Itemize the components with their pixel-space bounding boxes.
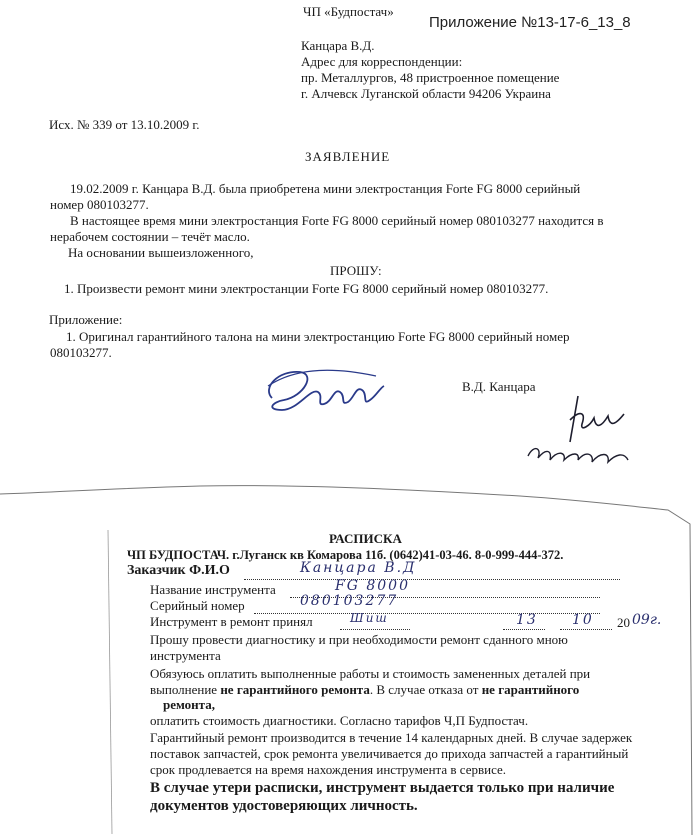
warranty-line-3: срок продлевается на время нахождения инструмента в сервисе. — [150, 762, 507, 777]
accepted-year-prefix: 20 — [617, 615, 630, 630]
accepted-month: 10 — [572, 612, 594, 628]
serial-value: 080103277 — [300, 593, 399, 609]
tool-label: Название инструмента — [150, 582, 276, 597]
outgoing-number: Исх. № 339 от 13.10.2009 г. — [49, 117, 200, 132]
payment-line-1: Обязуюсь оплатить выполненные работы и стоимость замененных деталей при — [150, 666, 591, 681]
request-title: ПРОШУ: — [330, 263, 382, 278]
attachment-item: 1. Оригинал гарантийного талона на мини электростанцию Forte FG 8000 серийный номер 080103277. — [50, 329, 570, 360]
accepted-signature: Шиш — [350, 611, 389, 625]
addressee-name: Канцара В.Д. — [301, 38, 375, 53]
tool-value: FG 8000 — [335, 578, 410, 594]
customer-label: Заказчик Ф.И.О — [127, 563, 230, 578]
company-name: ЧП «Будпостач» — [303, 4, 394, 19]
request-item: 1. Произвести ремонт мини электростанции Forte FG 8000 серийный номер 080103277. — [64, 281, 549, 296]
statement-paragraph-3: На основании вышеизложенного, — [68, 245, 254, 260]
attachment-label: Приложение: — [49, 312, 123, 327]
loss-notice-line-1: В случае утери расписки, инструмент выдается только при наличие — [150, 780, 615, 796]
diagnostics-line-2: инструмента — [150, 648, 221, 663]
warranty-line-1: Гарантийный ремонт производится в течение 14 календарных дней. В случае задержек — [150, 730, 633, 745]
statement-title: ЗАЯВЛЕНИЕ — [305, 149, 391, 164]
loss-notice-line-2: документов удостоверяющих личность. — [150, 798, 418, 814]
customer-underline — [244, 579, 620, 580]
payment-line-2: выполнение не гарантийного ремонта. В случае отказа от не гарантийного — [150, 682, 580, 697]
address-label: Адрес для корреспонденции: — [301, 54, 463, 69]
address-line-2: г. Алчевск Луганской области 94206 Украина — [301, 86, 551, 101]
receiver-signature — [520, 390, 650, 470]
receipt-title: РАСПИСКА — [329, 531, 402, 546]
applicant-signature — [258, 358, 388, 418]
serial-label: Серийный номер — [150, 598, 245, 613]
day-underline — [503, 629, 545, 630]
month-underline — [560, 629, 612, 630]
statement-paragraph-1: 19.02.2009 г. Канцара В.Д. была приобретена мини электростанция Forte FG 8000 серийный номер 080103277. — [50, 181, 581, 212]
statement-paragraph-2: В настоящее время мини электростанция Forte FG 8000 серийный номер 080103277 находится в нерабочем состоянии – течёт масло. — [50, 213, 604, 244]
appendix-reference: Приложение №13-17-6_13_8 — [429, 14, 631, 31]
accepted-day: 13 — [516, 612, 538, 628]
accepted-label: Инструмент в ремонт принял — [150, 614, 313, 629]
payment-line-3: ремонта, — [163, 697, 215, 712]
customer-value: Канцара В.Д — [300, 560, 417, 576]
diagnostics-line-1: Прошу провести диагностику и при необходимости ремонт сданного мною — [150, 632, 568, 647]
accepted-signature-line — [340, 629, 410, 630]
accepted-year-suffix: 09г. — [632, 612, 662, 628]
signer-name: В.Д. Канцара — [462, 379, 536, 394]
address-line-1: пр. Металлургов, 48 пристроенное помещение — [301, 70, 560, 85]
payment-line-4: оплатить стоимость диагностики. Согласно тарифов Ч,П Будпостач. — [150, 713, 529, 728]
receipt-company-line: ЧП БУДПОСТАЧ. г.Луганск кв Комарова 11б. (0642)41-03-46. 8-0-999-444-372. — [127, 548, 564, 562]
warranty-line-2: поставок запчастей, срок ремонта увеличивается до прихода запчастей а гарантийный — [150, 746, 629, 761]
